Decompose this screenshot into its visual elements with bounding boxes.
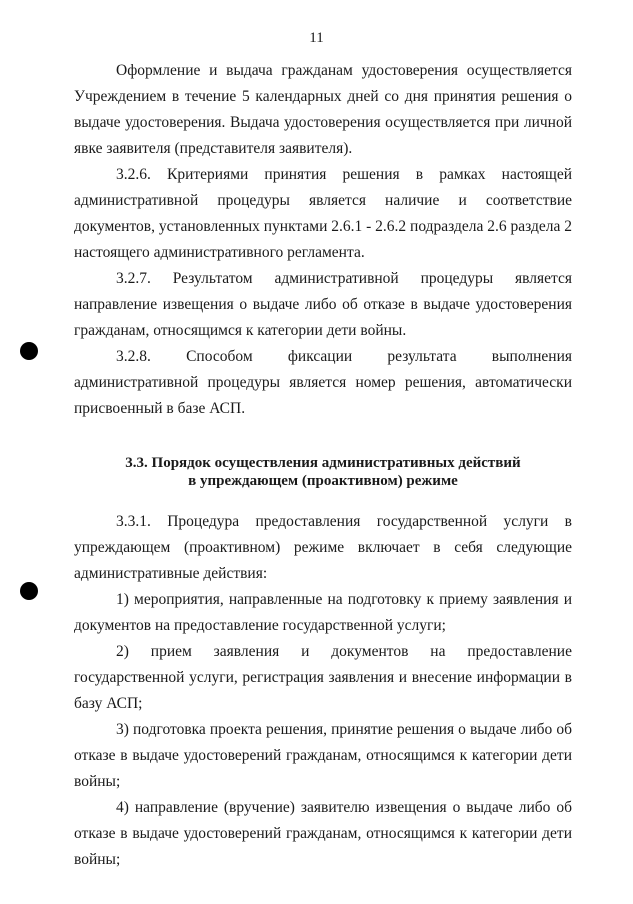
paragraph-3-2-8: 3.2.8. Способом фиксации результата выполнения административной процедуры является номер решения, автоматически присвоенный в базе АСП.: [74, 348, 572, 417]
paragraph-3-3-1: 3.3.1. Процедура предоставления государственной услуги в упреждающем (проактивном) режиме включает в себя следующие административные действия:: [74, 513, 572, 582]
punch-hole-upper: [20, 342, 38, 360]
text-block-lower: [74, 509, 572, 873]
list-item-1: 1) мероприятия, направленные на подготовку к приему заявления и документов на предоставление государственной услуги;: [74, 591, 572, 634]
punch-hole-lower: [20, 582, 38, 600]
list-item-2: 2) прием заявления и документов на предоставление государственной услуги, регистрация заявления и внесение информации в базу АСП;: [74, 643, 572, 712]
section-heading-line-2: в упреждающем (проактивном) режиме: [188, 473, 458, 489]
section-heading-line-1: 3.3. Порядок осуществления административных действий: [125, 455, 521, 471]
page-number: 11: [309, 30, 324, 46]
list-item-3: 3) подготовка проекта решения, принятие решения о выдаче либо об отказе в выдаче удостоверений гражданам, относящимся к категории дети войны;: [74, 721, 572, 790]
paragraph-3-2-7: 3.2.7. Результатом административной процедуры является направление извещения о выдаче либо об отказе в выдаче удостоверения гражданам, относящимся к категории дети войны.: [74, 270, 572, 339]
text-block-upper: [74, 58, 572, 422]
list-item-4: 4) направление (вручение) заявителю извещения о выдаче либо об отказе в выдаче удостоверений гражданам, относящимся к категории дети войны;: [74, 799, 572, 868]
section-heading-3-3: [74, 454, 572, 490]
paragraph-3-2-6: 3.2.6. Критериями принятия решения в рамках настоящей административной процедуры является наличие и соответствие документов, установленных пунктами 2.6.1 - 2.6.2 подраздела 2.6 раздела 2 настоящего административного регламента.: [74, 166, 572, 261]
paragraph-issuance: Оформление и выдача гражданам удостоверения осуществляется Учреждением в течение 5 календарных дней со дня принятия решения о выдаче удостоверения. Выдача удостоверения осуществляется при личной явке заявителя (представителя заявителя).: [74, 62, 572, 157]
